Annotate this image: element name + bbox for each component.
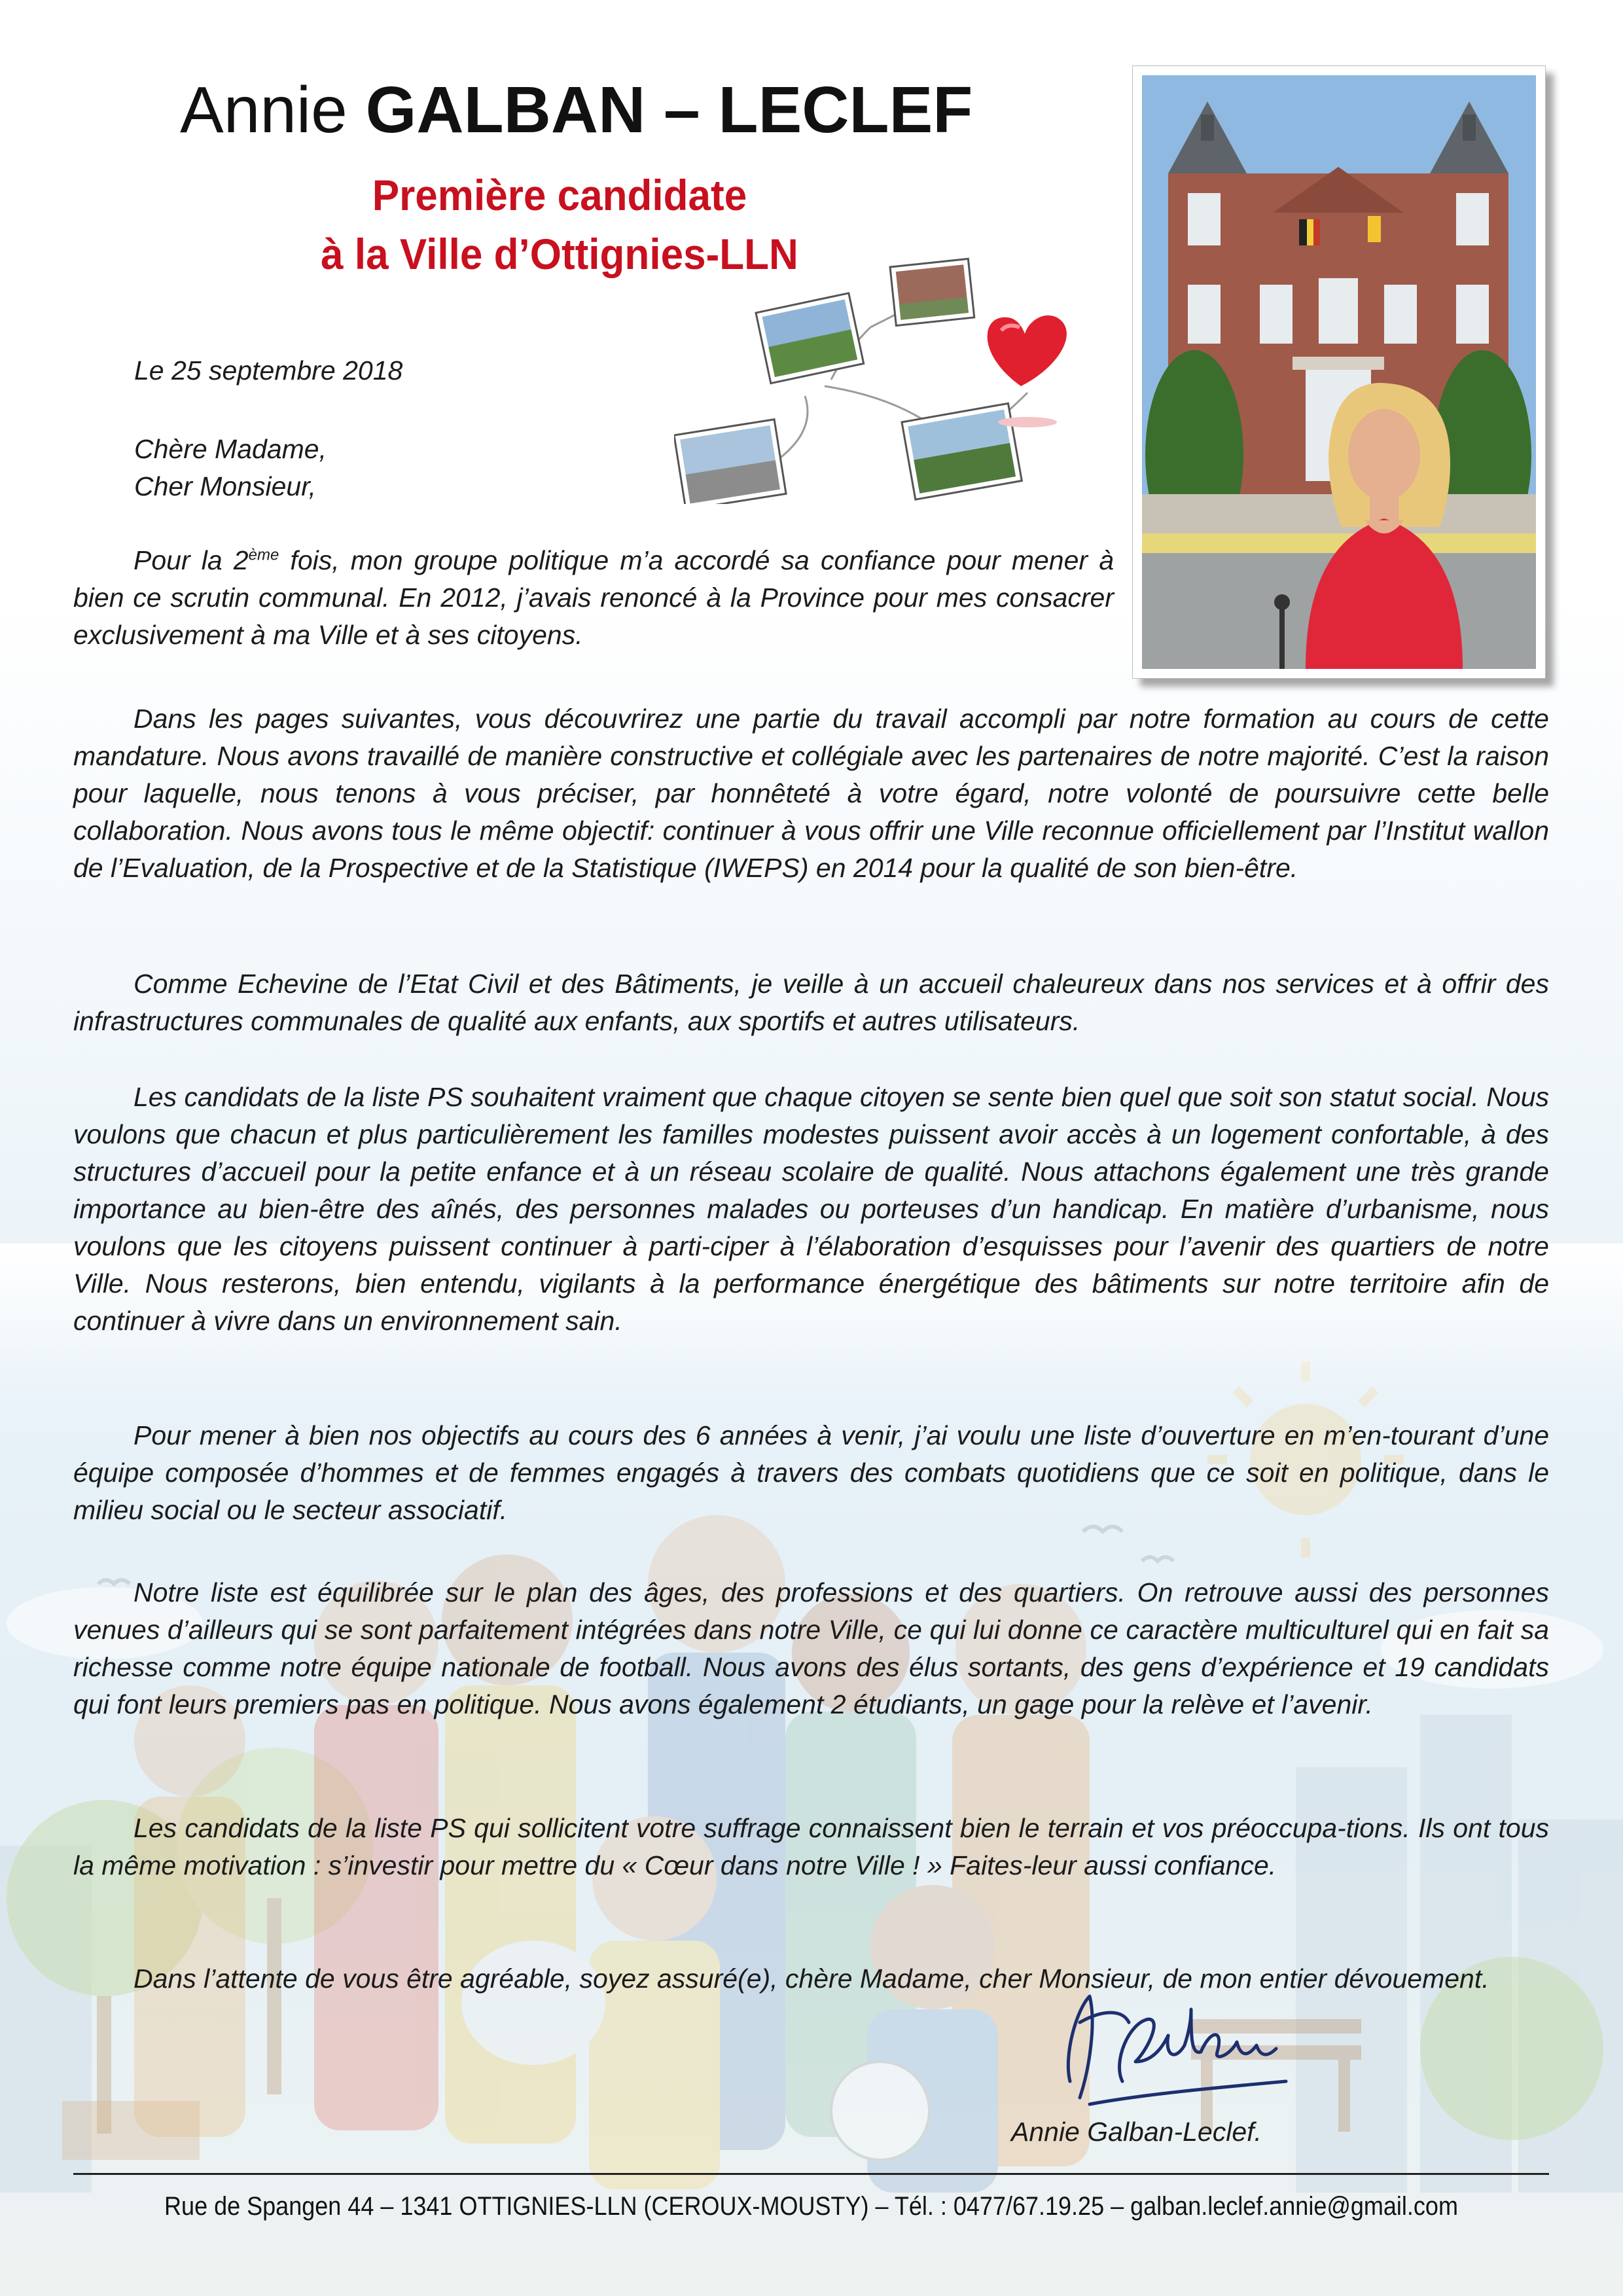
paragraph-3: Comme Echevine de l’Etat Civil et des Bâtiments, je veille à un accueil chaleureux dans nos services et à offrir des infrastructures communales de qualité aux enfants, aux sportifs et autres utilisateurs.: [73, 969, 1549, 1036]
greeting-line-1: Chère Madame,: [134, 434, 327, 464]
handwritten-signature: [1050, 1983, 1299, 2114]
greeting-line-2: Cher Monsieur,: [134, 471, 317, 501]
paragraph-1: [73, 542, 1114, 654]
subtitle-line-1: Première candidate: [372, 171, 747, 219]
paragraph-8: Dans l’attente de vous être agréable, soyez assuré(e), chère Madame, cher Monsieur, de mon entier dévouement.: [134, 1964, 1489, 1994]
subtitle-line-2: à la Ville d’Ottignies-LLN: [321, 230, 798, 278]
paragraph-4: Les candidats de la liste PS souhaitent vraiment que chaque citoyen se sente bien quel que soit son statut social. Nous voulons que chacun et plus particulièrement les familles modestes puissent avoir accès à un logement confortable, à des structures d’accueil pour la petite enfance et à un réseau scolaire de qualité. Nous attachons également une très grande importance au bien-être des aînés, des personnes malades ou porteuses d’un handicap. En matière d’urbanisme, nous voulons que les citoyens puissent continuer à parti-ciper à l’élaboration d’esquisses pour l’avenir des quartiers de notre Ville. Nous resterons, bien entendu, vigilants à la performance énergétique des bâtiments sur notre territoire afin de continuer à vivre dans un environnement sain.: [73, 1082, 1549, 1336]
paragraph-2: Dans les pages suivantes, vous découvrirez une partie du travail accompli par notre formation au cours de cette mandature. Nous avons travaillé de manière constructive et collégiale avec les partenaires de notre majorité. C’est la raison pour laquelle, nous tenons à vous préciser, par honnêteté à votre égard, notre volonté de poursuivre cette belle collaboration. Nous avons tous le même objectif: continuer à vous offrir une Ville reconnue officiellement par l’Institut wallon de l’Evaluation, de la Prospective et de la Statistique (IWEPS) en 2014 pour la qualité de son bien-être.: [73, 704, 1549, 883]
paragraph-5: Pour mener à bien nos objectifs au cours des 6 années à venir, j’ai voulu une liste d’ouverture en m’en-tourant d’une équipe composée d’hommes et de femmes engagés à travers des combats quotidiens que ce soit en politique, dans le milieu social ou le secteur associatif.: [73, 1420, 1549, 1525]
paragraph-6: Notre liste est équilibrée sur le plan des âges, des professions et des quartiers. On retrouve aussi des personnes venues d’ailleurs qui se sont parfaitement intégrées dans notre Ville, ce qui lui donne ce caractère multiculturel qui en fait sa richesse comme notre équipe nationale de football. Nous avons des élus sortants, des gens d’expérience et 19 candidats qui font leurs premiers pas en politique. Nous avons également 2 étudiants, un gage pour la relève et l’avenir.: [73, 1577, 1549, 1719]
signature-name: Annie Galban-Leclef.: [1011, 2117, 1262, 2147]
paragraph-1-start: Pour la 2: [134, 545, 249, 575]
paragraph-7: Les candidats de la liste PS qui sollicitent votre suffrage connaissent bien le terrain et vos préoccupa-tions. Ils ont tous la même motivation : s’investir pour mettre du « Cœur dans notre Ville ! » Faites-leur aussi confiance.: [73, 1813, 1549, 1880]
first-name: Annie: [180, 73, 348, 147]
footer-divider: [73, 2173, 1549, 2175]
last-name: GALBAN – LECLEF: [365, 73, 973, 147]
letter-greeting: [134, 431, 1610, 505]
footer-contact: Rue de Spangen 44 – 1341 OTTIGNIES-LLN (CEROUX-MOUSTY) – Tél. : 0477/67.19.25 – galban.leclef.annie@gmail.com: [164, 2192, 1458, 2221]
ordinal-suffix: ème: [248, 546, 279, 564]
paragraph-1-rest: fois, mon groupe politique m’a accordé sa confiance pour mener à bien ce scrutin communal. En 2012, j’avais renoncé à la Province pour mes consacrer exclusivement à ma Ville et à ses citoyens.: [73, 545, 1114, 650]
photo-thumb-icon: [890, 259, 974, 325]
candidate-name: [180, 71, 972, 149]
letter-date: Le 25 septembre 2018: [134, 355, 403, 386]
